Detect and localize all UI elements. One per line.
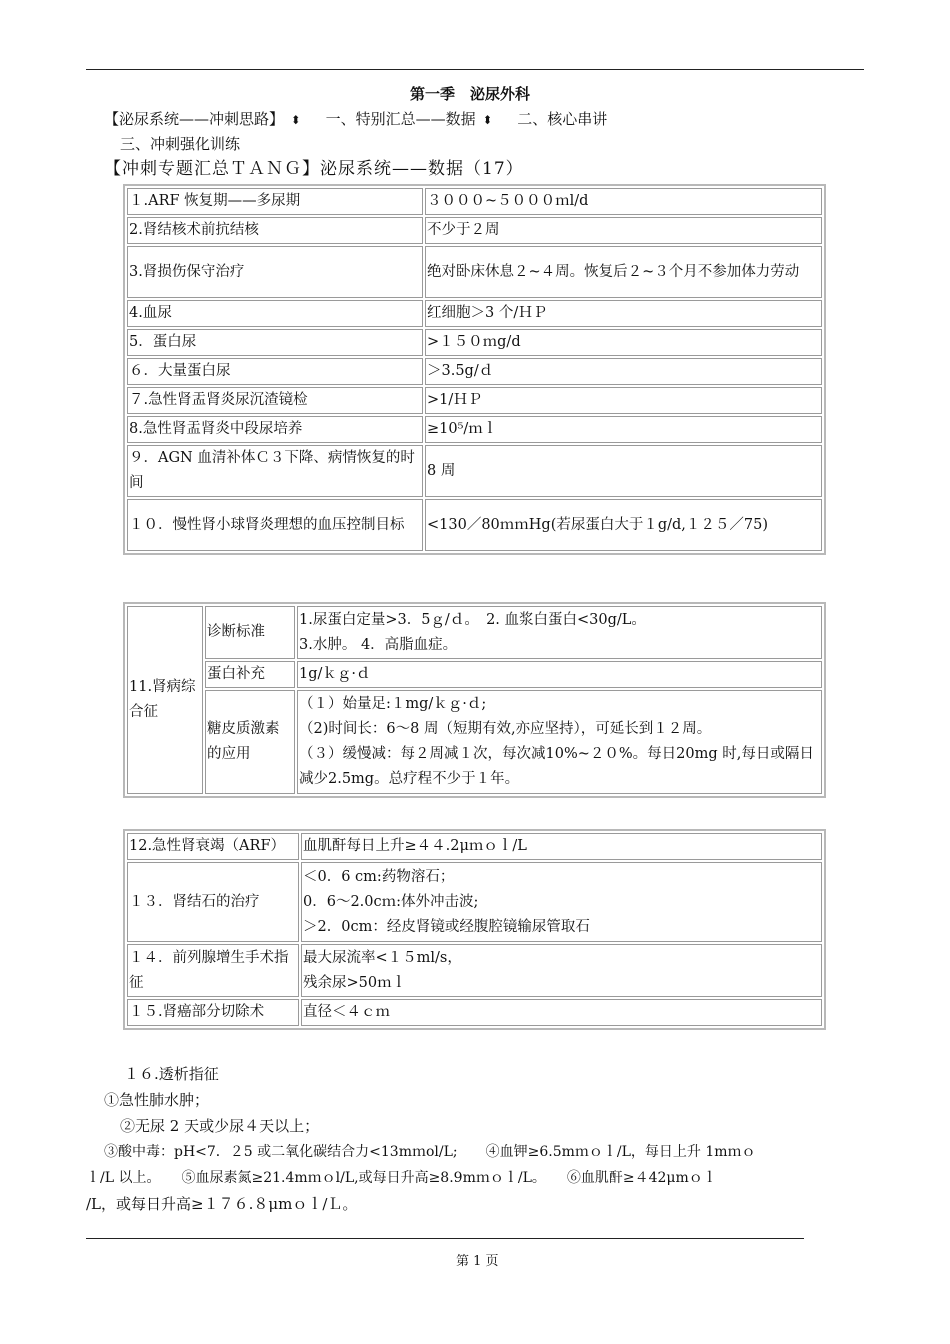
steroid-label: 糖皮质激素的应用 xyxy=(205,690,295,794)
page-number: 第 1 页 xyxy=(456,1254,499,1269)
table-cell-item: １.ARF 恢复期——多尿期 xyxy=(127,188,423,215)
table-cell-item: 4.血尿 xyxy=(127,300,423,327)
table-row-item: 12.急性肾衰竭（ARF） xyxy=(127,833,299,860)
table-cell-item: ７.急性肾盂肾炎尿沉渣镜检 xyxy=(127,387,423,414)
table-row xyxy=(127,188,822,215)
table-cell-value: <130／80ｍｍHg(若尿蛋白大于１g/d,１２５／75) xyxy=(425,499,822,551)
table-cell-item: ６．大量蛋白尿 xyxy=(127,358,423,385)
table-cell-value: 红细胞＞3 个/ＨＰ xyxy=(425,300,822,327)
outline-line-1 xyxy=(104,110,607,130)
table-row-value xyxy=(301,862,822,942)
table-row xyxy=(127,246,822,298)
outline-heading: 【泌尿系统——冲刺思路】 xyxy=(104,110,285,128)
dialysis-line-3: ③酸中毒：pH<7．２5 或二氧化碳结合力<13mｍol/L; ④血钾≥6.5mｍｏｌ/L，每日上升 1mｍｏ xyxy=(104,1144,756,1160)
stone-line-1: ＜0．6 cm:药物溶石； xyxy=(303,868,455,885)
table-row-item: １４．前列腺增生手术指征 xyxy=(127,944,299,997)
table-row xyxy=(127,499,822,551)
table-cell-value: ３０００~５０００ｍl/d xyxy=(425,188,822,215)
paragraph-mark-icon: ⬍ xyxy=(482,113,493,127)
table-cell-item: １０．慢性肾小球肾炎理想的血压控制目标 xyxy=(127,499,423,551)
table-row xyxy=(127,329,822,356)
nephrotic-syndrome-table xyxy=(123,602,826,798)
table-row xyxy=(127,217,822,244)
table-row xyxy=(127,358,822,385)
table-cell-item: 3.肾损伤保守治疗 xyxy=(127,246,423,298)
dialysis-title: １６.透析指征 xyxy=(124,1065,219,1083)
group-label: 11.肾病综合征 xyxy=(127,606,203,794)
criteria-line-2: 3.水肿。 4．高脂血症。 xyxy=(299,636,458,653)
table-row-value xyxy=(301,944,822,997)
dialysis-line-5: /L，或每日升高≥１７６.８μmｏｌ/Ｌ。 xyxy=(86,1195,358,1213)
criteria-line-1: 1.尿蛋白定量>3．5ｇ/ｄ。 2. 血浆白蛋白<30g/L。 xyxy=(299,611,646,628)
steroid-value xyxy=(297,690,822,794)
protein-value: 1g/ｋｇ·ｄ xyxy=(297,661,822,688)
table-cell-value: ＞3.5g/ｄ xyxy=(425,358,822,385)
stone-line-3: ＞2．0cm：经皮肾镜或经腹腔镜输尿管取石 xyxy=(303,918,590,935)
dialysis-item-2: ②无尿 2 天或少尿４天以上； xyxy=(120,1117,320,1135)
table-row-item: １３．肾结石的治疗 xyxy=(127,862,299,942)
table-row-value: 血肌酐每日上升≥４４.2μｍｏｌ/L xyxy=(301,833,822,860)
dialysis-item-1: ①急性肺水肿； xyxy=(104,1091,210,1109)
bph-line-1: 最大尿流率<１５ml/s， xyxy=(303,949,462,966)
criteria-value xyxy=(297,606,822,659)
table-row xyxy=(127,300,822,327)
table-cell-item: ９．AGN 血清补体Ｃ３下降、病情恢复的时间 xyxy=(127,445,423,497)
table-cell-item: 5．蛋白尿 xyxy=(127,329,423,356)
section-heading: 【冲刺专题汇总ＴＡＮＧ】泌尿系统——数据（17） xyxy=(104,159,524,179)
data-table-3 xyxy=(123,829,826,1030)
top-rule xyxy=(86,69,864,70)
table-cell-value: ≥10⁵/ｍｌ xyxy=(425,416,822,443)
bottom-rule xyxy=(86,1238,804,1239)
paragraph-mark-icon: ⬍ xyxy=(290,113,301,127)
table-cell-value: 不少于２周 xyxy=(425,217,822,244)
table-cell-value: 绝对卧床休息２~４周。恢复后２~３个月不参加体力劳动 xyxy=(425,246,822,298)
table-cell-item: 8.急性肾盂肾炎中段尿培养 xyxy=(127,416,423,443)
table-row-item: １５.肾癌部分切除术 xyxy=(127,999,299,1026)
stone-line-2: 0．6～2.0cｍ:体外冲击波; xyxy=(303,893,479,910)
outline-item-2: 二、核心串讲 xyxy=(517,110,608,128)
steroid-line-3: （３）缓慢减：每２周减１次，每次减10%~２０%。每日20mg 时,每日或隔日减少2.5mg。总疗程不少于１年。 xyxy=(299,746,814,787)
table-row xyxy=(127,387,822,414)
table-cell-value: >１５０ｍg/d xyxy=(425,329,822,356)
dialysis-line-4: ｌ/L 以上。 ⑤血尿素氮≥21.4mｍｏl/L,或每日升高≥8.9mｍｏｌ/L。 ⑥血肌酐≥４42μmｏｌ xyxy=(86,1170,717,1186)
table-row xyxy=(127,416,822,443)
table-cell-value: >1/ＨＰ xyxy=(425,387,822,414)
table-row-value: 直径＜４ｃｍ xyxy=(301,999,822,1026)
table-cell-item: 2.肾结核术前抗结核 xyxy=(127,217,423,244)
table-cell-value: 8 周 xyxy=(425,445,822,497)
table-row xyxy=(127,445,822,497)
criteria-label: 诊断标准 xyxy=(205,606,295,659)
outline-item-1: 一、特别汇总——数据 xyxy=(325,110,476,128)
data-table-1 xyxy=(123,184,826,555)
steroid-line-2: （2)时间长：6～8 周（短期有效,亦应坚持），可延长到１２周。 xyxy=(299,721,712,737)
bph-line-2: 残余尿>50ｍｌ xyxy=(303,974,407,991)
outline-item-3: 三、冲刺强化训练 xyxy=(120,135,241,153)
steroid-line-1: （１）始量足:１mg/ｋｇ·ｄ; xyxy=(299,696,487,712)
page-title: 第一季 泌尿外科 xyxy=(410,85,531,103)
protein-label: 蛋白补充 xyxy=(205,661,295,688)
